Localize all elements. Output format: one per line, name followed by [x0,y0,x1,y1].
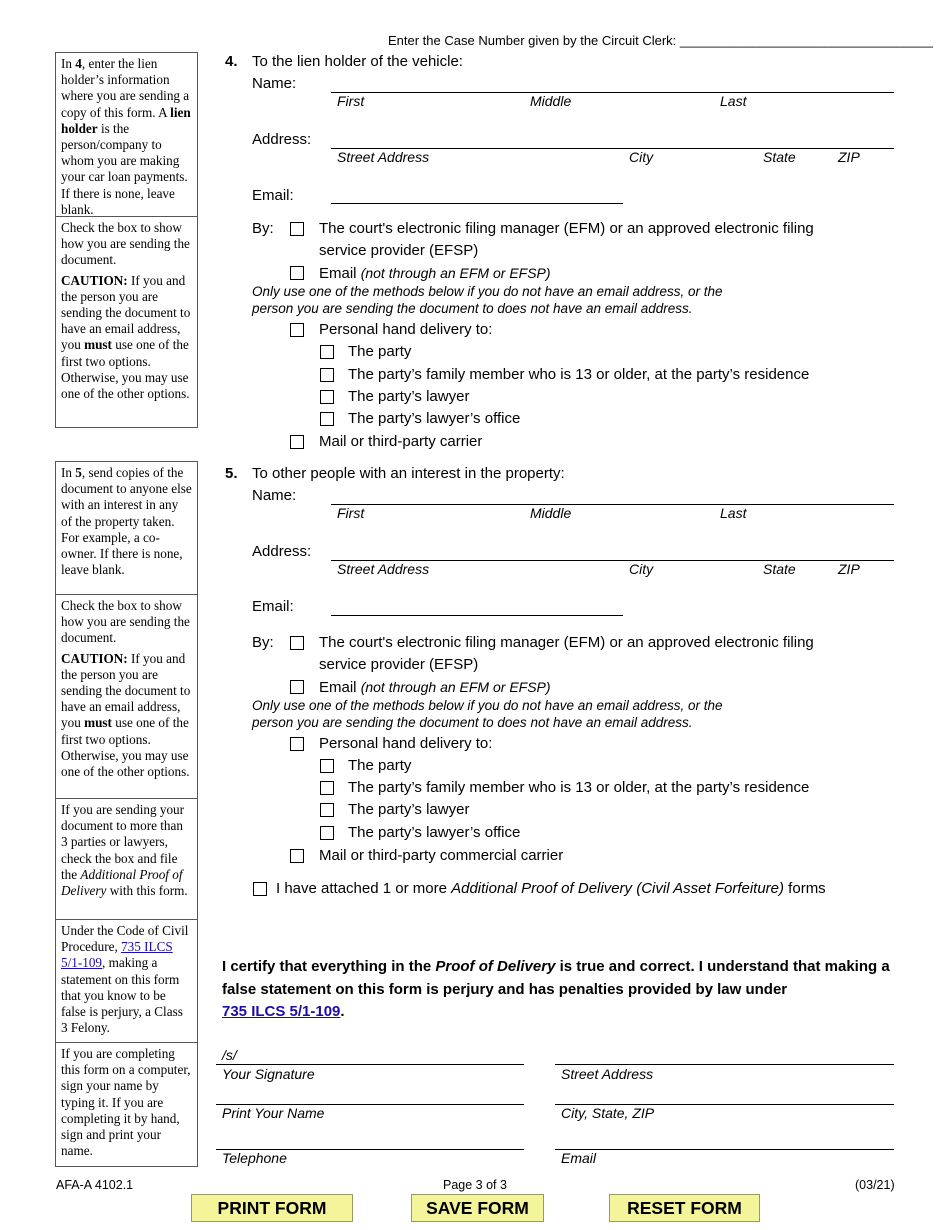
case-number-prompt: Enter the Case Number given by the Circuit Clerk: ___________________________________ [388,33,933,48]
street-address-label: Street Address [561,1066,654,1082]
section4-title: To the lien holder of the vehicle: [252,53,463,70]
signature-value[interactable]: /s/ [222,1047,237,1063]
sidebar-additional: If you are sending your document to more than 3 parties or lawyers, check the box and file the Additional Proof of Delivery with this form. [61,802,188,899]
sidebar-box-section5-method [55,594,198,799]
street-address-field[interactable] [555,1064,894,1065]
save-form-button[interactable]: SAVE FORM [411,1194,544,1222]
email-label: Email [561,1150,597,1166]
certify-ilcs-link[interactable]: 735 ILCS 5/1-109 [222,1003,341,1020]
section4-method-note: Only use one of the methods below if you do not have an email address, or the person you are sending the document to does not have an email address. [252,284,723,316]
section4-office-checkbox[interactable] [320,412,334,426]
signature-field[interactable] [216,1064,524,1065]
section4-office-label: The party’s lawyer’s office [348,410,521,427]
section4-first-label: First [337,93,365,109]
section5-name-field[interactable] [331,504,894,505]
sidebar-s5-caution: CAUTION: If you and the person you are sending the document to have an email address, you must use one of the first two options. Otherwise, you may use one of the other options. [61,650,191,780]
section4-by-label: By: [252,220,274,237]
sidebar-s5-intro: In 5, send copies of the document to anyone else with an interest in any of the property taken. For example, a co-owner. If there is none, leave blank. [61,465,192,578]
section4-hand-label: Personal hand delivery to: [319,321,493,338]
section4-hand-checkbox[interactable] [290,323,304,337]
section5-lawyer-label: The party’s lawyer [348,801,470,818]
section4-email-option: Email (not through an EFM or EFSP) [319,265,551,282]
section4-family-checkbox[interactable] [320,368,334,382]
section5-name-label: Name: [252,487,297,504]
section4-middle-label: Middle [530,93,572,109]
section4-mail-checkbox[interactable] [290,435,304,449]
sidebar-box-additional [55,798,198,920]
sidebar-box-signing [55,1042,198,1167]
section4-address-label: Address: [252,131,312,148]
section5-city-label: City [629,561,654,577]
sidebar-box-section4 [55,52,198,217]
sidebar-box-code [55,919,198,1043]
additional-proof-label: I have attached 1 or more Additional Proof of Delivery (Civil Asset Forfeiture) forms [276,880,826,897]
section4-party-checkbox[interactable] [320,345,334,359]
section4-party-label: The party [348,343,412,360]
section5-mail-checkbox[interactable] [290,849,304,863]
section5-street-label: Street Address [337,561,430,577]
section5-by-label: By: [252,634,274,651]
section5-efm-label-cont: service provider (EFSP) [319,656,479,673]
section4-mail-label: Mail or third-party carrier [319,433,483,450]
section5-party-checkbox[interactable] [320,759,334,773]
section5-party-label: The party [348,757,412,774]
sidebar-s4-intro: In 4, enter the lien holder’s information where you are sending a copy of this form. A lien holder is the person/company to whom you are making your car loan payments. If there is none, leave blank. [61,56,191,217]
section4-street-label: Street Address [337,149,430,165]
section4-efm-label-cont: service provider (EFSP) [319,242,479,259]
telephone-label: Telephone [222,1150,287,1166]
section5-middle-label: Middle [530,505,572,521]
section4-city-label: City [629,149,654,165]
section5-email-checkbox[interactable] [290,680,304,694]
certification-statement: I certify that everything in the Proof of Delivery is true and correct. I understand that making a false statement on this form is perjury and has penalties provided by law under 735 ILCS 5/1-109. [222,958,890,1020]
section5-mail-label: Mail or third-party commercial carrier [319,847,564,864]
additional-proof-checkbox[interactable] [253,882,267,896]
section5-family-checkbox[interactable] [320,781,334,795]
section4-state-label: State [763,149,796,165]
section5-email-option: Email (not through an EFM or EFSP) [319,679,551,696]
section4-name-field[interactable] [331,92,894,93]
email-field[interactable] [555,1149,894,1150]
city-state-zip-label: City, State, ZIP [561,1105,655,1121]
section5-zip-label: ZIP [838,561,860,577]
sidebar-s4-caution: CAUTION: If you and the person you are sending the document to have an email address, you must use one of the first two options. Otherwise, you may use one of the other options. [61,272,191,402]
section5-title: To other people with an interest in the property: [252,465,565,482]
sidebar-s4-check: Check the box to show how you are sending the document. [61,220,190,268]
section5-office-label: The party’s lawyer’s office [348,824,521,841]
section4-email-field[interactable] [331,203,623,204]
section4-zip-label: ZIP [838,149,860,165]
section4-name-label: Name: [252,75,297,92]
your-signature-label: Your Signature [222,1066,315,1082]
section5-efm-label: The court's electronic filing manager (EFM) or an approved electronic filing [319,634,814,651]
ilcs-link[interactable]: 735 ILCS 5/1-109 [61,939,173,971]
section5-email-field[interactable] [331,615,623,616]
sidebar-s5-check: Check the box to show how you are sending the document. [61,598,190,646]
section5-number: 5. [225,465,238,482]
section5-hand-checkbox[interactable] [290,737,304,751]
reset-form-button[interactable]: RESET FORM [609,1194,760,1222]
sidebar-box-section5 [55,461,198,595]
section5-hand-label: Personal hand delivery to: [319,735,493,752]
section4-efm-label: The court's electronic filing manager (EFM) or an approved electronic filing [319,220,814,237]
revision-date: (03/21) [855,1178,895,1192]
section4-number: 4. [225,53,238,70]
section5-state-label: State [763,561,796,577]
section4-last-label: Last [720,93,747,109]
sidebar-box-section4-method [55,216,198,428]
section4-lawyer-checkbox[interactable] [320,390,334,404]
form-id: AFA-A 4102.1 [56,1178,134,1192]
section4-family-label: The party’s family member who is 13 or older, at the party’s residence [348,366,810,383]
section4-lawyer-label: The party’s lawyer [348,388,470,405]
section5-last-label: Last [720,505,747,521]
sidebar-code: Under the Code of Civil Procedure, 735 ILCS 5/1-109, making a statement on this form that you know to be false is perjury, a Class 3 Felony. [61,923,189,1036]
print-name-label: Print Your Name [222,1105,325,1121]
section5-address-label: Address: [252,543,312,560]
section4-efm-checkbox[interactable] [290,222,304,236]
section5-office-checkbox[interactable] [320,826,334,840]
page-number: Page 3 of 3 [443,1178,507,1192]
section4-email-label: Email: [252,187,294,204]
sidebar-signing: If you are completing this form on a computer, sign your name by typing it. If you are completing it by hand, sign and print your name. [61,1046,191,1159]
section5-efm-checkbox[interactable] [290,636,304,650]
print-form-button[interactable]: PRINT FORM [191,1194,353,1222]
section5-family-label: The party’s family member who is 13 or older, at the party’s residence [348,779,810,796]
section5-lawyer-checkbox[interactable] [320,803,334,817]
section5-email-label: Email: [252,598,294,615]
section4-email-checkbox[interactable] [290,266,304,280]
section5-first-label: First [337,505,365,521]
section5-method-note: Only use one of the methods below if you do not have an email address, or the person you are sending the document to does not have an email address. [252,698,723,730]
